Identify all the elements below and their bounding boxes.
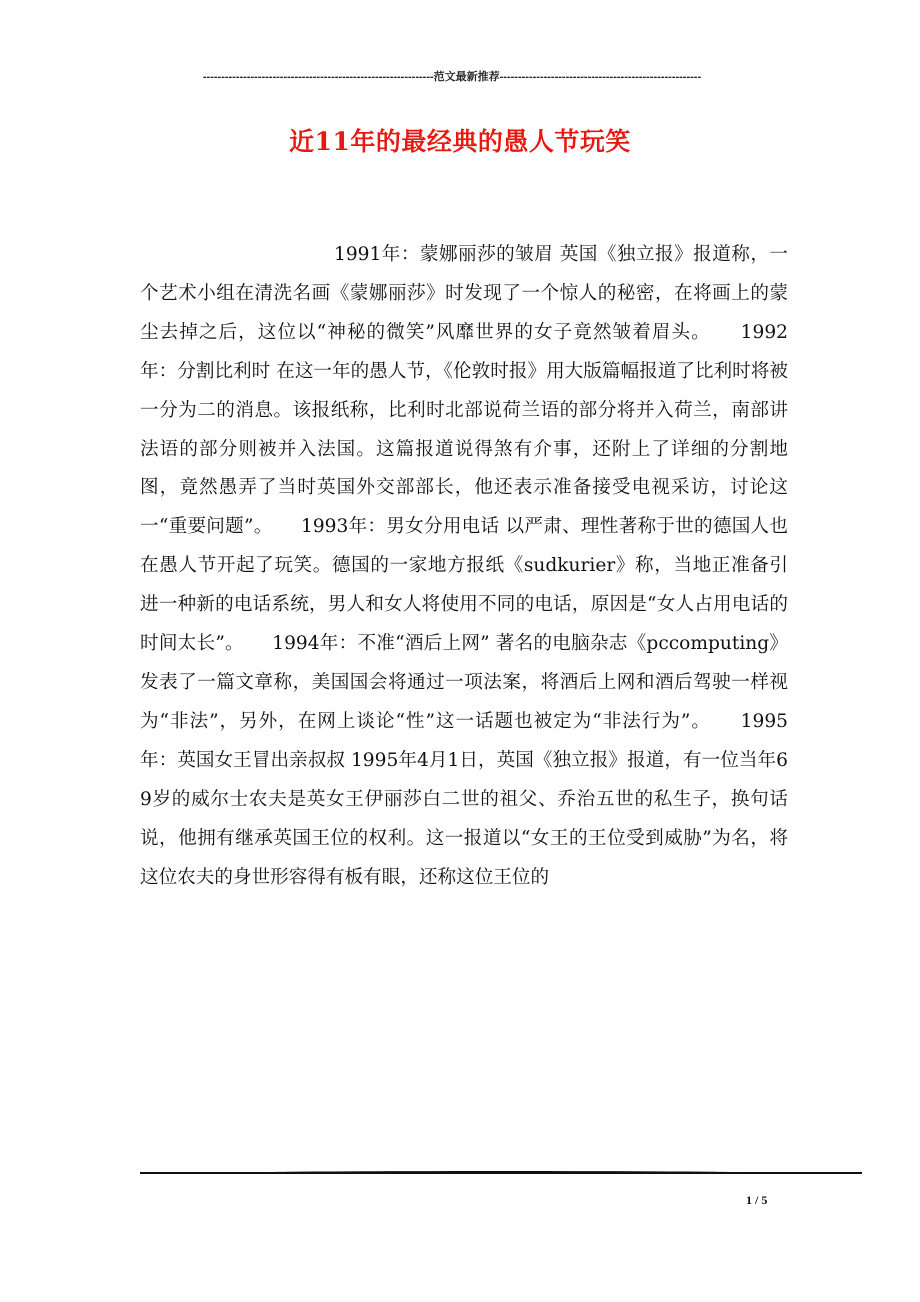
document-title: 近11年的最经典的愚人节玩笑 <box>289 127 631 156</box>
footer-divider <box>140 1172 862 1174</box>
page-number: 1 / 5 <box>746 1193 768 1207</box>
document-body: 1991年：蒙娜丽莎的皱眉 英国《独立报》报道称，一个艺术小组在清洗名画《蒙娜丽莎》时发现了一个惊人的秘密，在将画上的蒙尘去掉之后，这位以“神秘的微笑”风靡世界的女子竟然皱着眉头。 1992年：分割比利时 在这一年的愚人节，《伦敦时报》用大版篇幅报道了比利时将被一分为二的消息。该报纸称，比利时北部说荷兰语的部分将并入荷兰，南部讲法语的部分则被并入法国。这篇报道说得煞有介事，还附上了详细的分割地图，竟然愚弄了当时英国外交部部长，他还表示准备接受电视采访，讨论这一“重要问题”。 1993年：男女分用电话 以严肃、理性著称于世的德国人也在愚人节开起了玩笑。德国的一家地方报纸《sudkurier》称，当地正准备引进一种新的电话系统，男人和女人将使用不同的电话，原因是“女人占用电话的时间太长”。 1994年：不准“酒后上网” 著名的电脑杂志《pccomputing》发表了一篇文章称，美国国会将通过一项法案，将酒后上网和酒后驾驶一样视为“非法”，另外，在网上谈论“性”这一话题也被定为“非法行为”。 1995年：英国女王冒出亲叔叔 1995年4月1日，英国《独立报》报道，有一位当年69岁的威尔士农夫是英女王伊丽莎白二世的祖父、乔治五世的私生子，换句话说，他拥有继承英国王位的权利。这一报道以“女王的王位受到威胁”为名，将这位农夫的身世形容得有板有眼，还称这位王位的 <box>140 244 788 888</box>
running-header: ---------------------------------------------------------------范文最新推荐------------------------------------------------------- <box>202 71 702 83</box>
